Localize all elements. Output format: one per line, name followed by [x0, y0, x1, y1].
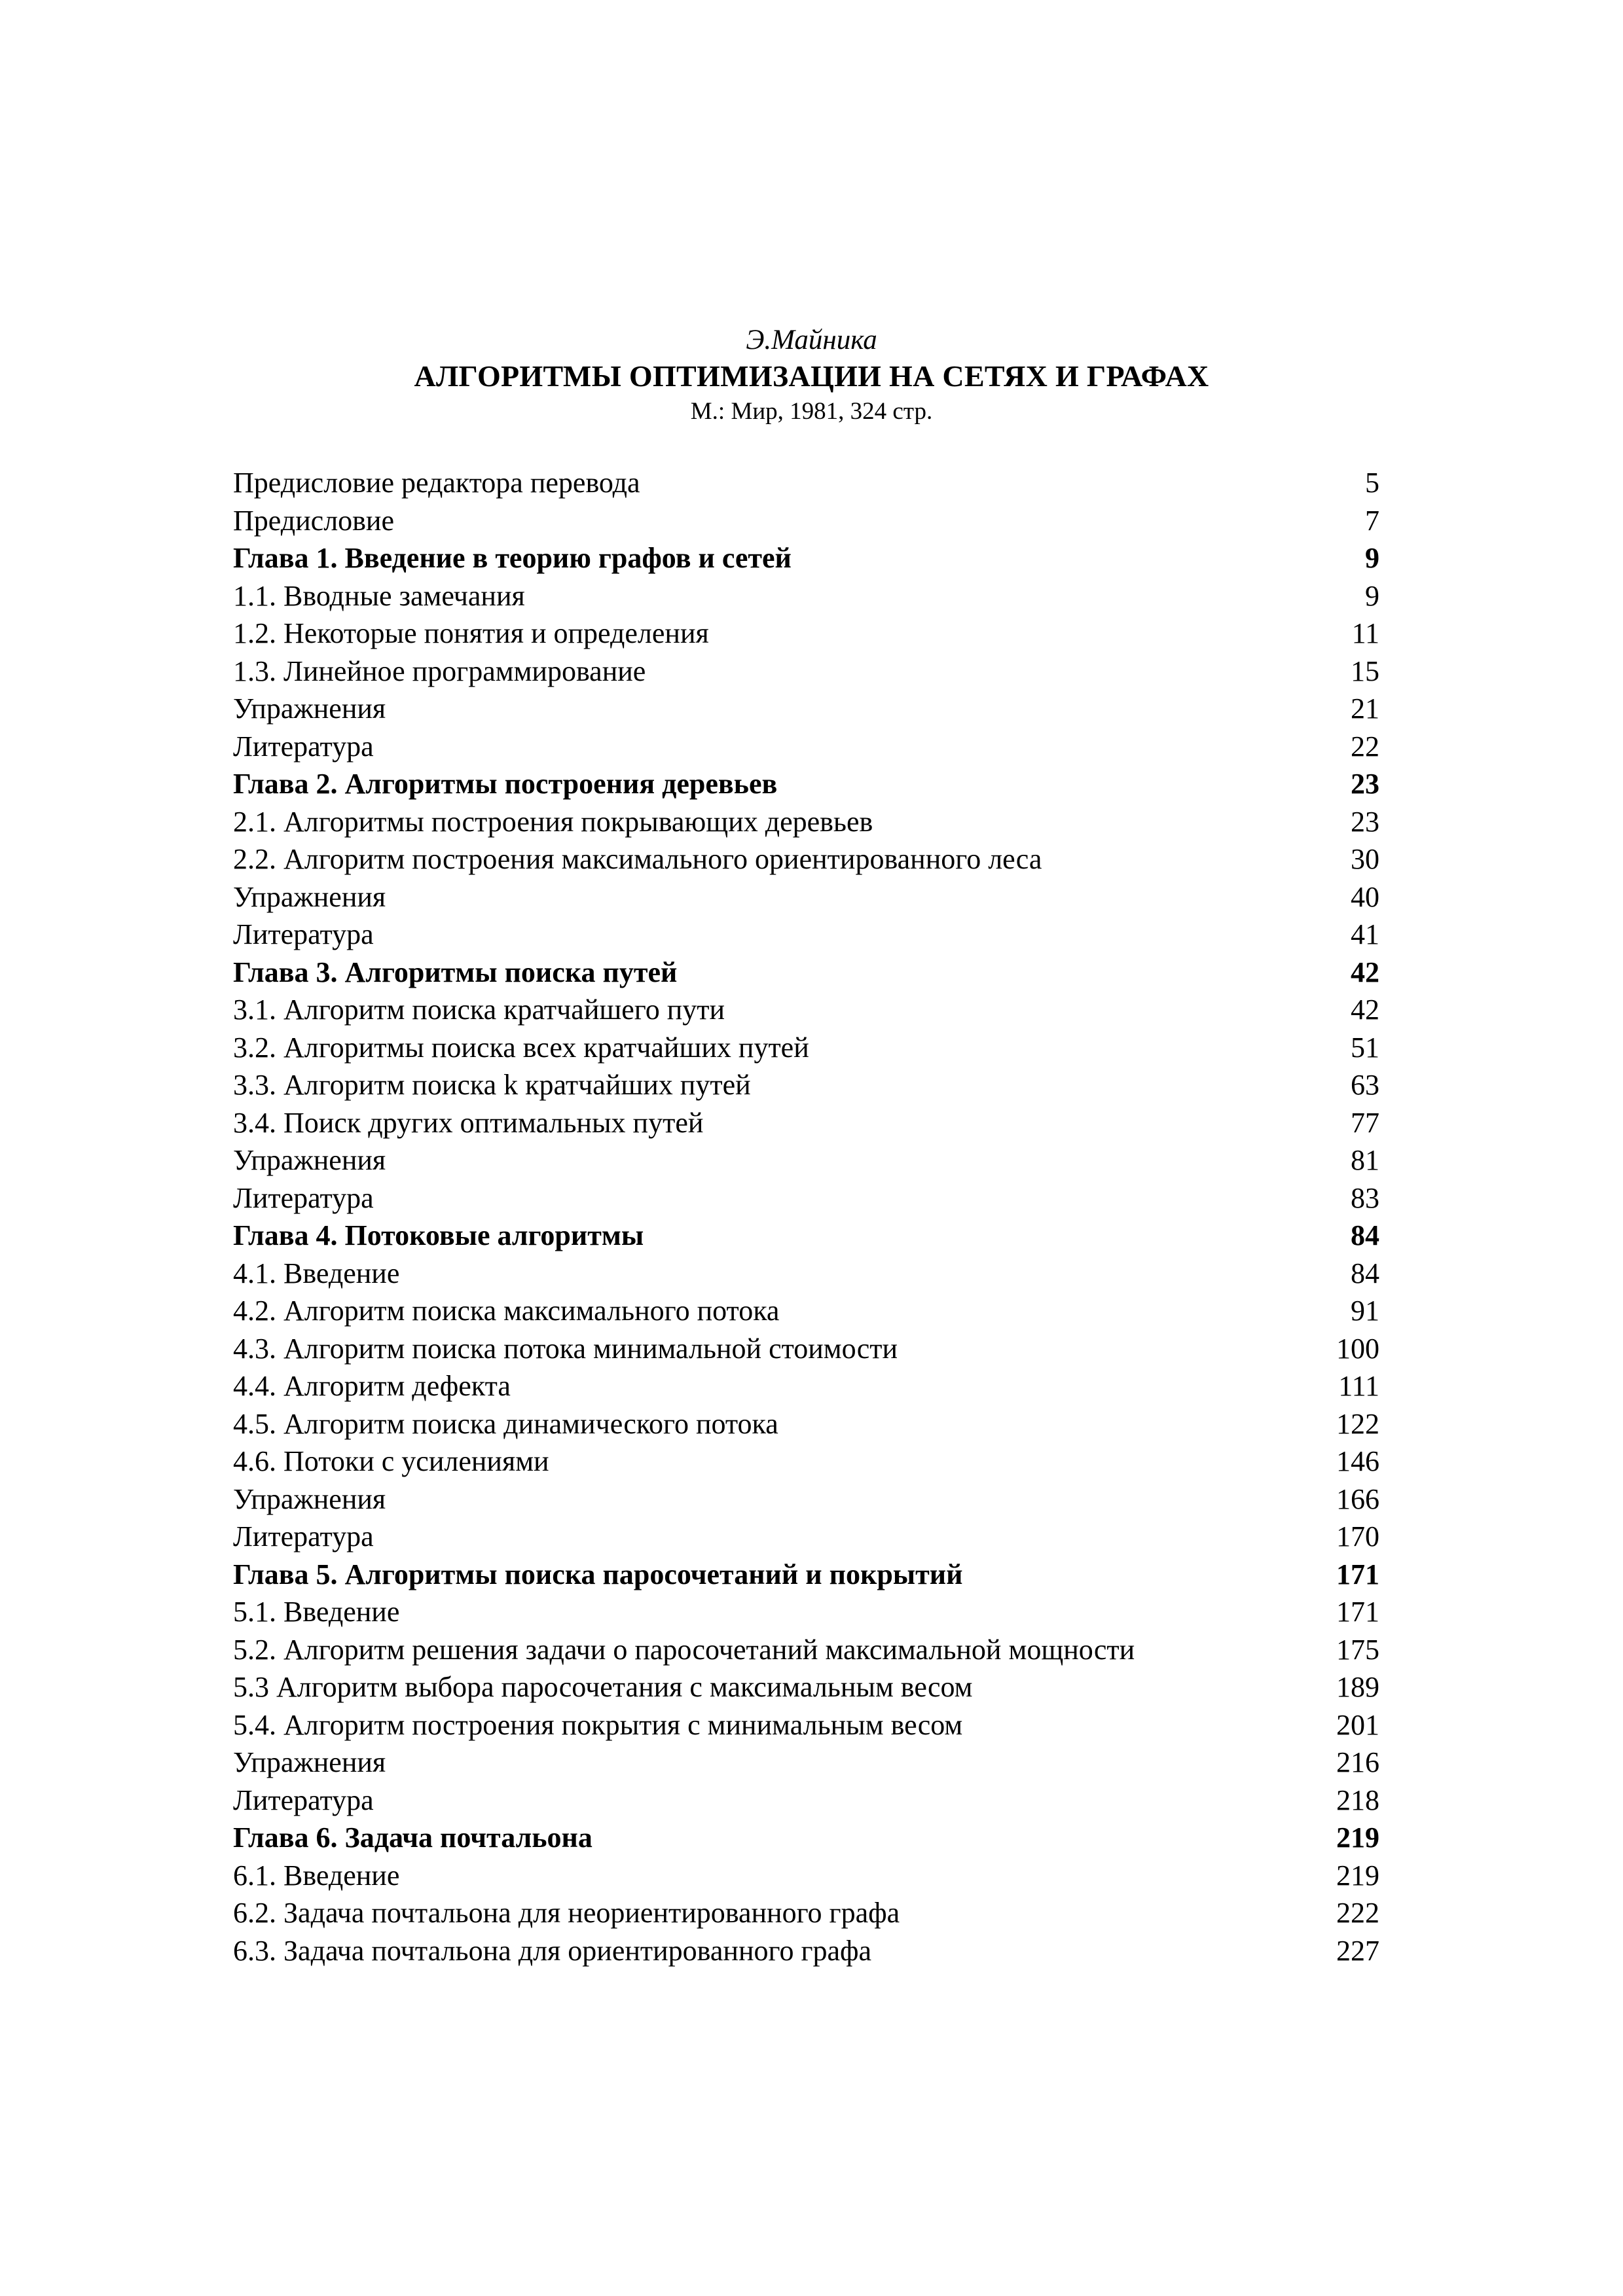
toc-entry-page: 201: [1336, 1708, 1379, 1741]
toc-entry-page: 84: [1351, 1219, 1379, 1251]
toc-entry-page: 91: [1351, 1295, 1379, 1327]
toc-entry: [233, 1593, 1386, 1631]
toc-entry-page: 219: [1336, 1859, 1379, 1892]
toc-entry: [233, 1894, 1386, 1932]
toc-entry: [233, 1179, 1386, 1217]
toc-chapter-entry: [233, 765, 1386, 803]
toc-chapter-entry: [233, 1217, 1386, 1255]
toc-entry-page: 81: [1351, 1144, 1379, 1176]
toc-entry-title: Литература: [233, 1181, 374, 1214]
toc-entry-page: 42: [1351, 994, 1379, 1026]
toc-entry-title: 1.2. Некоторые понятия и определения: [233, 617, 709, 649]
toc-entry-page: 41: [1351, 918, 1379, 950]
toc-entry: [233, 1443, 1386, 1480]
toc-entry-page: 63: [1351, 1069, 1379, 1101]
toc-entry-title: Упражнения: [233, 1746, 386, 1778]
toc-chapter-entry: [233, 1556, 1386, 1594]
toc-entry-title: 4.6. Потоки с усилениями: [233, 1445, 549, 1477]
toc-entry-page: 11: [1351, 617, 1379, 649]
toc-entry: [233, 1405, 1386, 1443]
toc-entry-page: 166: [1336, 1482, 1379, 1515]
toc-entry: [233, 464, 1386, 502]
toc-entry-page: 216: [1336, 1746, 1379, 1778]
toc-entry-title: 2.1. Алгоритмы построения покрывающих деревьев: [233, 805, 873, 838]
toc-entry-title: 6.1. Введение: [233, 1859, 400, 1892]
toc-entry: [233, 878, 1386, 916]
book-author: Э.Майника: [746, 325, 877, 355]
toc-entry: [233, 1706, 1386, 1744]
toc-entry: [233, 1857, 1386, 1895]
toc-entry: [233, 690, 1386, 728]
toc-entry-title: Литература: [233, 1784, 374, 1816]
toc-entry-page: 170: [1336, 1520, 1379, 1552]
toc-entry-title: Упражнения: [233, 1482, 386, 1515]
toc-entry: [233, 1292, 1386, 1330]
toc-entry-title: 3.1. Алгоритм поиска кратчайшего пути: [233, 994, 725, 1026]
toc-entry-title: Литература: [233, 730, 374, 762]
toc-entry-page: 111: [1338, 1370, 1379, 1402]
toc-entry-title: 3.2. Алгоритмы поиска всех кратчайших путей: [233, 1031, 809, 1064]
toc-entry-title: 4.3. Алгоритм поиска потока минимальной стоимости: [233, 1332, 898, 1365]
toc-entry-title: 4.5. Алгоритм поиска динамического потока: [233, 1407, 778, 1440]
toc-entry-page: 171: [1336, 1596, 1379, 1628]
toc-entry-page: 22: [1351, 730, 1379, 762]
toc-entry-page: 40: [1351, 880, 1379, 913]
toc-entry-page: 84: [1351, 1257, 1379, 1289]
toc-entry: [233, 1631, 1386, 1669]
toc-entry-title: 4.2. Алгоритм поиска максимального потока: [233, 1295, 780, 1327]
toc-entry-title: 5.2. Алгоритм решения задачи о паросочетаний максимальной мощности: [233, 1633, 1135, 1666]
toc-entry: [233, 1668, 1386, 1706]
toc-entry-page: 42: [1351, 956, 1379, 988]
toc-entry-title: Глава 4. Потоковые алгоритмы: [233, 1219, 644, 1251]
toc-entry-title: Глава 5. Алгоритмы поиска паросочетаний и покрытий: [233, 1558, 963, 1590]
toc-entry-page: 171: [1336, 1558, 1379, 1590]
toc-entry-title: 4.4. Алгоритм дефекта: [233, 1370, 511, 1402]
toc-entry: [233, 840, 1386, 878]
toc-entry: [233, 1104, 1386, 1142]
toc-entry: [233, 1518, 1386, 1556]
toc-entry-title: 5.1. Введение: [233, 1596, 400, 1628]
toc-entry-title: Литература: [233, 1520, 374, 1552]
toc-entry-page: 51: [1351, 1031, 1379, 1064]
toc-entry-title: 5.3 Алгоритм выбора паросочетания с максимальным весом: [233, 1671, 973, 1703]
toc-chapter-entry: [233, 539, 1386, 577]
toc-entry-title: Глава 2. Алгоритмы построения деревьев: [233, 768, 778, 800]
toc-entry-page: 5: [1365, 467, 1379, 499]
toc-entry: [233, 502, 1386, 540]
toc-entry-title: 2.2. Алгоритм построения максимального ориентированного леса: [233, 843, 1042, 875]
toc-entry-page: 189: [1336, 1671, 1379, 1703]
toc-entry-page: 9: [1365, 579, 1379, 612]
toc-entry: [233, 1141, 1386, 1179]
toc-entry-page: 7: [1365, 504, 1379, 537]
publication-info: М.: Мир, 1981, 324 стр.: [690, 398, 933, 425]
toc-entry: [233, 653, 1386, 691]
toc-entry: [233, 916, 1386, 954]
toc-entry-page: 21: [1351, 692, 1379, 725]
table-of-contents: [233, 464, 1386, 1969]
toc-entry: [233, 1029, 1386, 1067]
toc-entry-page: 122: [1336, 1407, 1379, 1440]
toc-entry-page: 15: [1351, 655, 1379, 687]
toc-entry: [233, 1066, 1386, 1104]
toc-entry-title: Литература: [233, 918, 374, 950]
toc-entry-page: 175: [1336, 1633, 1379, 1666]
toc-entry-title: 4.1. Введение: [233, 1257, 400, 1289]
toc-entry-page: 30: [1351, 843, 1379, 875]
toc-entry: [233, 1744, 1386, 1782]
toc-entry: [233, 1367, 1386, 1405]
toc-entry: [233, 1932, 1386, 1970]
toc-entry-title: Предисловие редактора перевода: [233, 467, 640, 499]
toc-chapter-entry: [233, 1819, 1386, 1857]
toc-entry-title: Упражнения: [233, 692, 386, 725]
toc-entry-page: 83: [1351, 1181, 1379, 1214]
toc-entry: [233, 615, 1386, 653]
toc-entry-page: 222: [1336, 1897, 1379, 1929]
toc-entry: [233, 1782, 1386, 1820]
toc-entry: [233, 1330, 1386, 1368]
toc-entry-page: 146: [1336, 1445, 1379, 1477]
toc-entry-title: 1.1. Вводные замечания: [233, 579, 525, 612]
toc-entry-page: 227: [1336, 1934, 1379, 1967]
toc-entry-title: Предисловие: [233, 504, 394, 537]
toc-entry-title: Глава 6. Задача почтальона: [233, 1821, 593, 1854]
toc-entry-title: 3.4. Поиск других оптимальных путей: [233, 1106, 704, 1139]
toc-entry-page: 23: [1351, 768, 1379, 800]
toc-entry: [233, 577, 1386, 615]
toc-entry: [233, 1255, 1386, 1293]
toc-entry-title: Глава 1. Введение в теорию графов и сетей: [233, 542, 792, 574]
toc-entry-title: 6.3. Задача почтальона для ориентированного графа: [233, 1934, 872, 1967]
toc-entry: [233, 728, 1386, 766]
toc-entry-page: 23: [1351, 805, 1379, 838]
toc-entry: [233, 1480, 1386, 1518]
toc-entry-title: 5.4. Алгоритм построения покрытия с минимальным весом: [233, 1708, 963, 1741]
toc-entry-title: Глава 3. Алгоритмы поиска путей: [233, 956, 678, 988]
toc-entry-title: 1.3. Линейное программирование: [233, 655, 646, 687]
toc-chapter-entry: [233, 954, 1386, 992]
toc-entry-title: Упражнения: [233, 880, 386, 913]
toc-entry: [233, 803, 1386, 841]
toc-entry-title: 3.3. Алгоритм поиска k кратчайших путей: [233, 1069, 751, 1101]
toc-entry-title: Упражнения: [233, 1144, 386, 1176]
toc-entry-page: 100: [1336, 1332, 1379, 1365]
toc-entry-title: 6.2. Задача почтальона для неориентированного графа: [233, 1897, 900, 1929]
toc-entry: [233, 991, 1386, 1029]
toc-entry-page: 219: [1336, 1821, 1379, 1854]
toc-entry-page: 77: [1351, 1106, 1379, 1139]
book-title: АЛГОРИТМЫ ОПТИМИЗАЦИИ НА СЕТЯХ И ГРАФАХ: [414, 359, 1209, 393]
toc-entry-page: 9: [1365, 542, 1379, 574]
toc-entry-page: 218: [1336, 1784, 1379, 1816]
